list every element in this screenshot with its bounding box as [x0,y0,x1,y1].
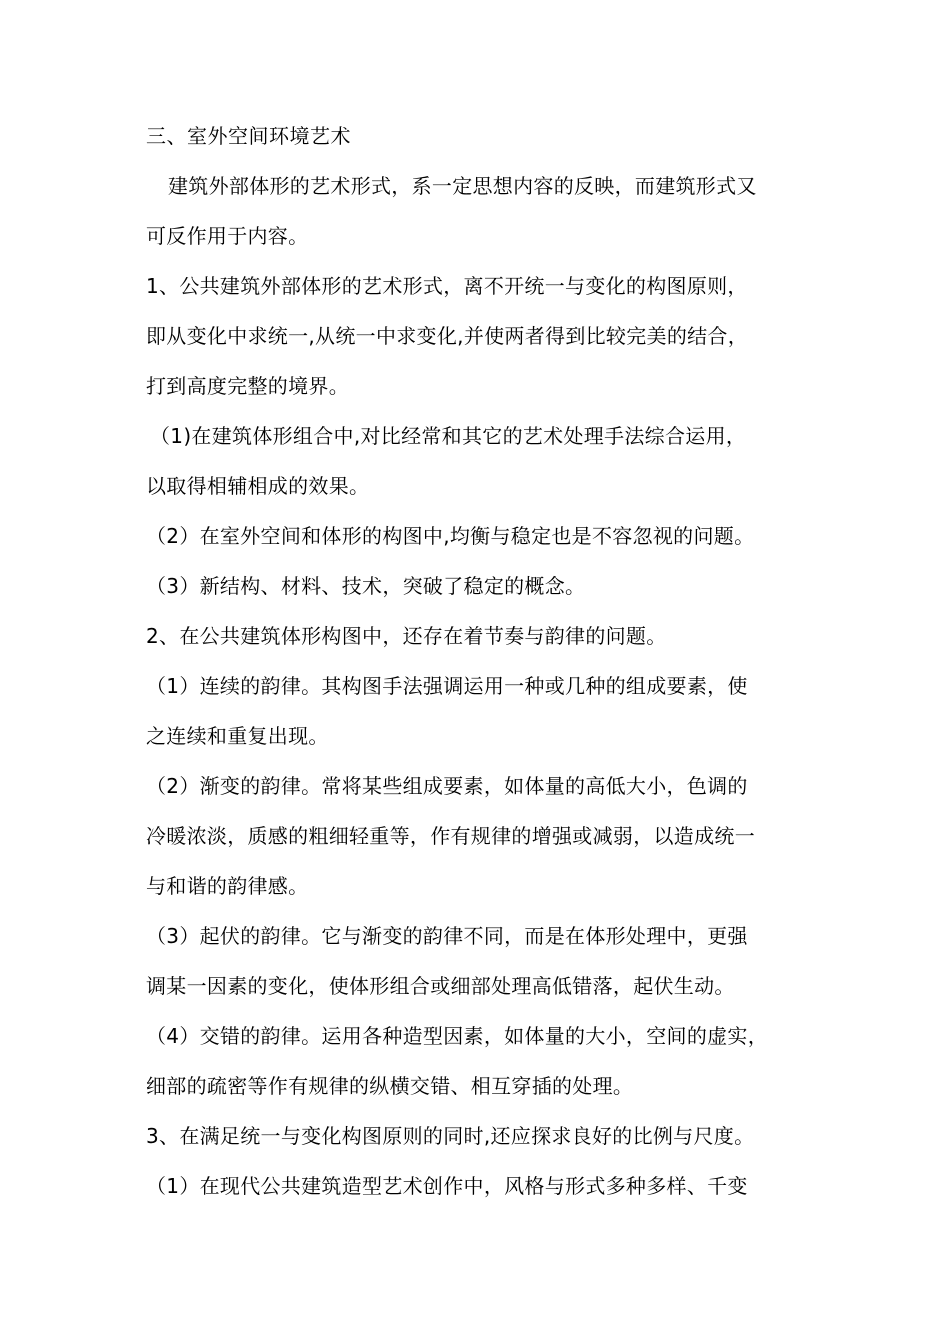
paragraph-line: 细部的疏密等作有规律的纵横交错、相互穿插的处理。 [146,1074,634,1098]
paragraph-line: 之连续和重复出现。 [146,724,329,748]
paragraph-line: 冷暖浓淡，质感的粗细轻重等，作有规律的增强或减弱，以造成统一 [146,824,755,848]
paragraph-line: （4）交错的韵律。运用各种造型因素，如体量的大小，空间的虚实， [146,1024,769,1048]
paragraph-line: 1、公共建筑外部体形的艺术形式，离不开统一与变化的构图原则， [146,274,748,298]
paragraph-line: 2、在公共建筑体形构图中，还存在着节奏与韵律的问题。 [146,624,667,648]
paragraph-line: （1)在建筑体形组合中,对比经常和其它的艺术处理手法综合运用， [150,424,747,448]
paragraph-line: （2）渐变的韵律。常将某些组成要素，如体量的高低大小，色调的 [146,774,748,798]
paragraph-line: 与和谐的韵律感。 [146,874,309,898]
paragraph-line: 调某一因素的变化，使体形组合或细部处理高低错落，起伏生动。 [146,974,735,998]
paragraph-line: （2）在室外空间和体形的构图中,均衡与稳定也是不容忽视的问题。 [146,524,755,548]
paragraph-line: 建筑外部体形的艺术形式，系一定思想内容的反映，而建筑形式又 [168,174,757,198]
paragraph-line: （1）连续的韵律。其构图手法强调运用一种或几种的组成要素，使 [146,674,748,698]
paragraph-line: 打到高度完整的境界。 [146,374,349,398]
paragraph-line: 3、在满足统一与变化构图原则的同时,还应探求良好的比例与尺度。 [146,1124,755,1148]
paragraph-line: （3）新结构、材料、技术，突破了稳定的概念。 [146,574,586,598]
paragraph-line: （3）起伏的韵律。它与渐变的韵律不同，而是在体形处理中，更强 [146,924,748,948]
paragraph-line: 即从变化中求统一,从统一中求变化,并使两者得到比较完美的结合， [146,324,749,348]
paragraph-line: 可反作用于内容。 [146,224,309,248]
paragraph-line: 以取得相辅相成的效果。 [146,474,370,498]
section-heading: 三、室外空间环境艺术 [146,124,351,148]
paragraph-line: （1）在现代公共建筑造型艺术创作中，风格与形式多种多样、千变 [146,1174,748,1198]
